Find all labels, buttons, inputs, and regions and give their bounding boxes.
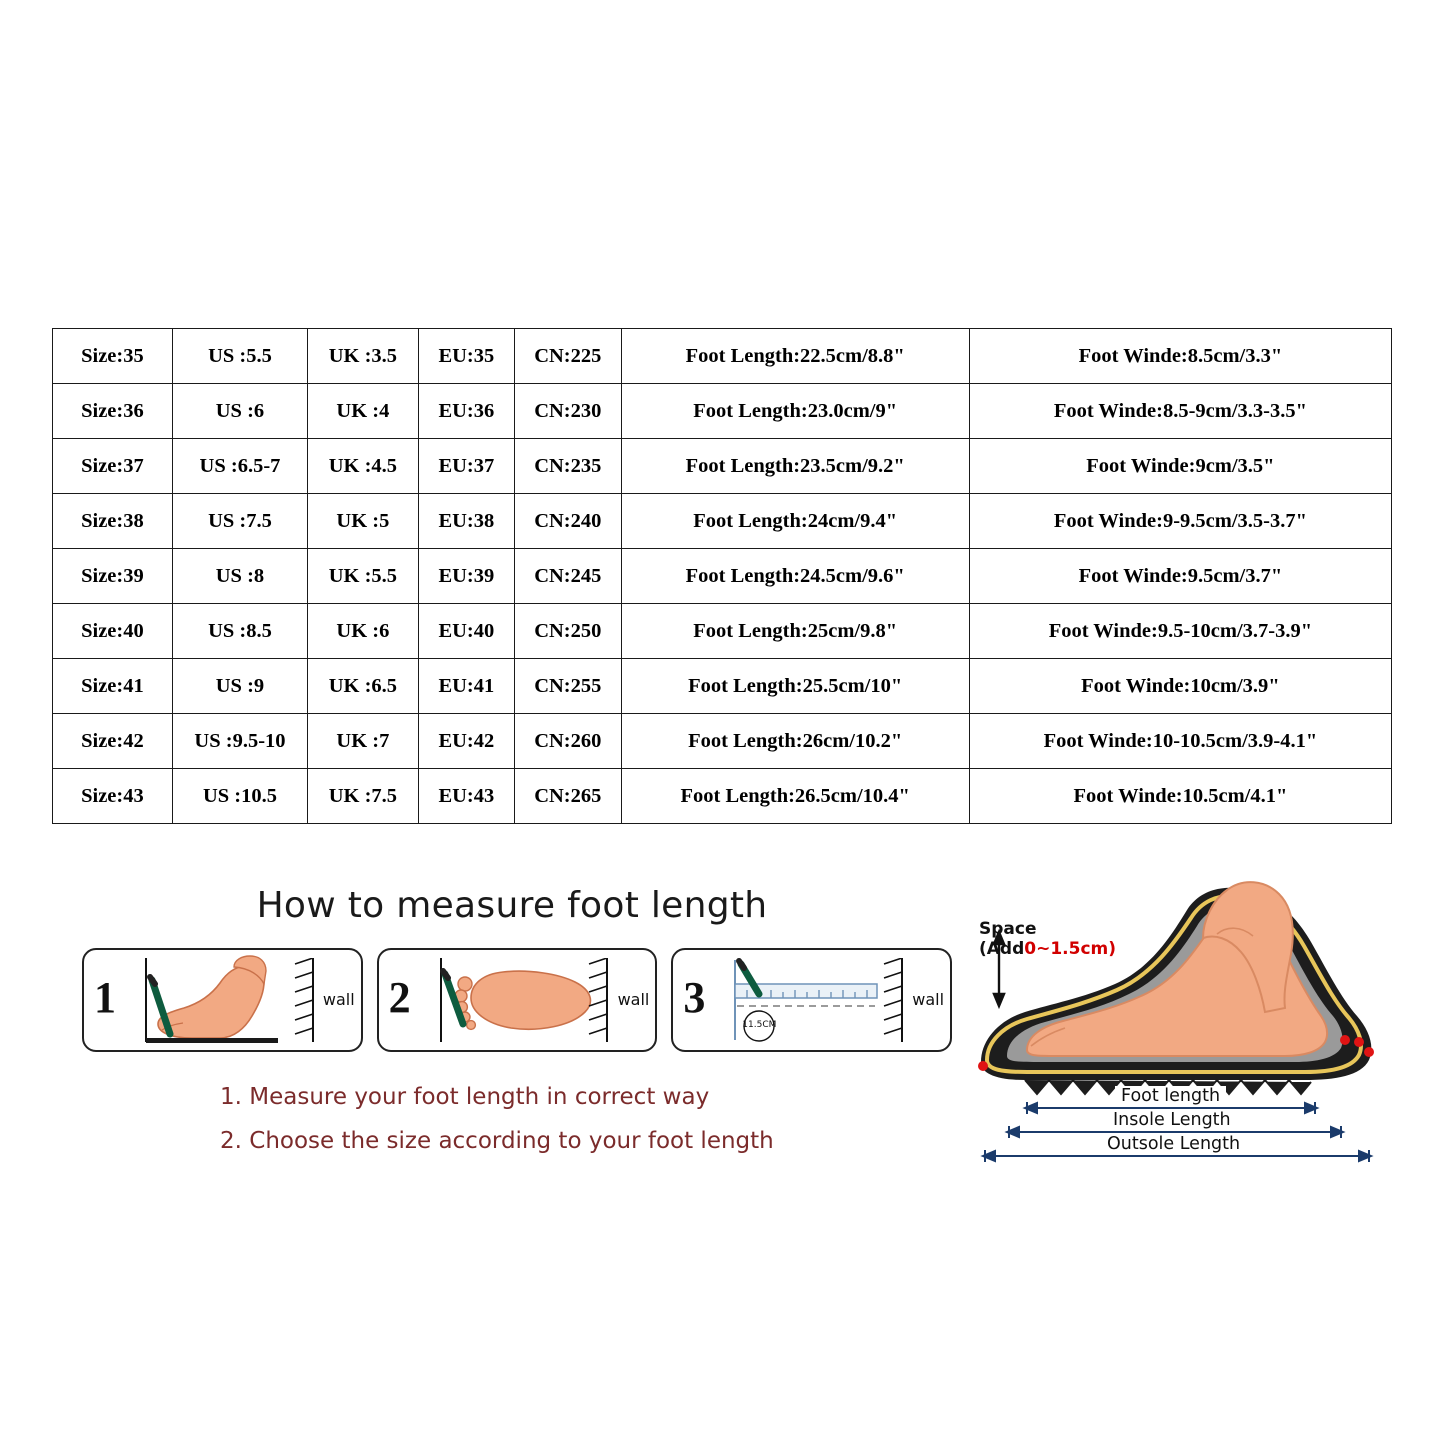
cell-foot-length: Foot Length:23.5cm/9.2"	[621, 439, 969, 494]
cell-foot-length: Foot Length:24.5cm/9.6"	[621, 549, 969, 604]
cell-eu: EU:38	[418, 494, 514, 549]
cell-foot-width: Foot Winde:10cm/3.9"	[969, 659, 1391, 714]
cell-foot-length: Foot Length:25cm/9.8"	[621, 604, 969, 659]
table-row	[53, 604, 1392, 659]
space-label-line2-prefix: (Add	[979, 938, 1025, 959]
wall-label: wall	[912, 990, 945, 1009]
table-row	[53, 659, 1392, 714]
cell-size: Size:35	[53, 329, 173, 384]
cell-us: US :5.5	[172, 329, 307, 384]
wall-label: wall	[617, 990, 650, 1009]
cell-foot-width: Foot Winde:10-10.5cm/3.9-4.1"	[969, 714, 1391, 769]
cell-cn: CN:245	[515, 549, 622, 604]
cell-size: Size:36	[53, 384, 173, 439]
cell-eu: EU:42	[418, 714, 514, 769]
wall-hatch-lines	[587, 958, 609, 1042]
outsole-length-dimension-label: Outsole Length	[1101, 1134, 1246, 1154]
cell-cn: CN:260	[515, 714, 622, 769]
cell-us: US :9.5-10	[172, 714, 307, 769]
cell-uk: UK :6.5	[308, 659, 419, 714]
measure-step-1	[82, 948, 363, 1052]
cell-cn: CN:255	[515, 659, 622, 714]
cell-foot-width: Foot Winde:8.5cm/3.3"	[969, 329, 1391, 384]
step-number: 3	[683, 973, 706, 1022]
table-row	[53, 714, 1392, 769]
space-label-line1: Space	[979, 919, 1037, 939]
cell-eu: EU:41	[418, 659, 514, 714]
cell-uk: UK :4	[308, 384, 419, 439]
cell-uk: UK :7.5	[308, 769, 419, 824]
cell-us: US :6	[172, 384, 307, 439]
cell-foot-length: Foot Length:22.5cm/8.8"	[621, 329, 969, 384]
cell-foot-width: Foot Winde:10.5cm/4.1"	[969, 769, 1391, 824]
measure-steps-row	[82, 948, 952, 1052]
cell-size: Size:38	[53, 494, 173, 549]
cell-cn: CN:250	[515, 604, 622, 659]
measure-notes	[220, 1076, 952, 1163]
cell-size: Size:40	[53, 604, 173, 659]
cell-cn: CN:235	[515, 439, 622, 494]
cell-uk: UK :6	[308, 604, 419, 659]
cell-us: US :6.5-7	[172, 439, 307, 494]
cell-size: Size:39	[53, 549, 173, 604]
cell-size: Size:43	[53, 769, 173, 824]
size-chart-table-container	[52, 328, 1392, 824]
cell-foot-length: Foot Length:26.5cm/10.4"	[621, 769, 969, 824]
wall-hatch-lines	[293, 958, 315, 1042]
cell-eu: EU:37	[418, 439, 514, 494]
cell-uk: UK :3.5	[308, 329, 419, 384]
foot-length-dimension-label: Foot length	[1115, 1086, 1226, 1106]
cell-foot-length: Foot Length:24cm/9.4"	[621, 494, 969, 549]
step-number: 2	[388, 973, 411, 1022]
cell-eu: EU:40	[418, 604, 514, 659]
cell-eu: EU:43	[418, 769, 514, 824]
cell-foot-width: Foot Winde:8.5-9cm/3.3-3.5"	[969, 384, 1391, 439]
cell-uk: UK :5	[308, 494, 419, 549]
size-chart-table	[52, 328, 1392, 824]
wall-hatch-lines	[882, 958, 904, 1042]
measure-step-3	[671, 948, 952, 1052]
cell-foot-width: Foot Winde:9-9.5cm/3.5-3.7"	[969, 494, 1391, 549]
insole-length-dimension-label: Insole Length	[1107, 1110, 1237, 1130]
cell-foot-length: Foot Length:26cm/10.2"	[621, 714, 969, 769]
cell-cn: CN:230	[515, 384, 622, 439]
cell-cn: CN:265	[515, 769, 622, 824]
cell-foot-length: Foot Length:23.0cm/9"	[621, 384, 969, 439]
cell-us: US :7.5	[172, 494, 307, 549]
wall-label: wall	[322, 990, 355, 1009]
space-allowance-label	[979, 920, 1116, 959]
cell-cn: CN:240	[515, 494, 622, 549]
cell-us: US :10.5	[172, 769, 307, 824]
table-row	[53, 329, 1392, 384]
cell-eu: EU:36	[418, 384, 514, 439]
table-row	[53, 384, 1392, 439]
cell-foot-length: Foot Length:25.5cm/10"	[621, 659, 969, 714]
table-row	[53, 769, 1392, 824]
space-label-value: 0~1.5cm)	[1024, 938, 1117, 959]
cell-eu: EU:39	[418, 549, 514, 604]
step-number: 1	[94, 973, 116, 1022]
table-row	[53, 549, 1392, 604]
cell-size: Size:41	[53, 659, 173, 714]
cell-uk: UK :5.5	[308, 549, 419, 604]
cell-uk: UK :4.5	[308, 439, 419, 494]
measure-section-title: How to measure foot length	[256, 885, 768, 926]
cell-foot-width: Foot Winde:9.5-10cm/3.7-3.9"	[969, 604, 1391, 659]
foot-in-shoe-diagram	[965, 880, 1395, 1200]
cell-foot-width: Foot Winde:9.5cm/3.7"	[969, 549, 1391, 604]
cell-cn: CN:225	[515, 329, 622, 384]
cell-us: US :8	[172, 549, 307, 604]
cell-us: US :9	[172, 659, 307, 714]
cell-foot-width: Foot Winde:9cm/3.5"	[969, 439, 1391, 494]
measure-step-2	[377, 948, 658, 1052]
foot-side-view-icon	[84, 950, 363, 1050]
cell-us: US :8.5	[172, 604, 307, 659]
foot-sole-view-icon	[379, 950, 658, 1050]
table-row	[53, 439, 1392, 494]
measure-note-1: 1. Measure your foot length in correct way	[220, 1084, 710, 1110]
table-row	[53, 494, 1392, 549]
measure-instructions-section	[52, 885, 952, 1163]
ruler-measure-icon	[673, 950, 952, 1050]
cell-size: Size:37	[53, 439, 173, 494]
cell-size: Size:42	[53, 714, 173, 769]
measure-note-2: 2. Choose the size according to your foot length	[220, 1127, 774, 1154]
ruler-value-label: 11.5CM	[742, 1020, 777, 1030]
cell-eu: EU:35	[418, 329, 514, 384]
cell-uk: UK :7	[308, 714, 419, 769]
